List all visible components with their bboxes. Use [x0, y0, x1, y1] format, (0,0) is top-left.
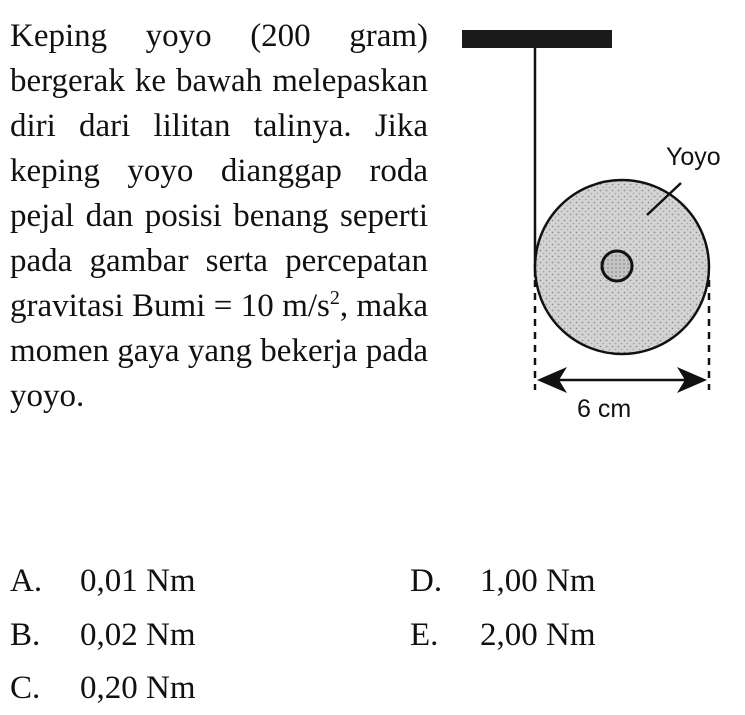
question-ending: , maka momen gaya yang bekerja pada yoyo.	[10, 288, 428, 414]
option-e[interactable]	[410, 615, 596, 655]
option-b-letter: B.	[10, 617, 41, 653]
option-c-letter: C.	[10, 670, 41, 706]
yoyo-figure	[455, 15, 740, 435]
ceiling-bar	[462, 30, 612, 48]
option-b-value: 0,02 Nm	[80, 617, 196, 653]
option-d-letter: D.	[410, 563, 443, 599]
diameter-label: 6 cm	[577, 395, 632, 423]
exponent: 2	[329, 287, 340, 309]
option-a-letter: A.	[10, 563, 43, 599]
option-a-value: 0,01 Nm	[80, 563, 196, 599]
option-d-value: 1,00 Nm	[480, 563, 596, 599]
question-body: Keping yoyo (200 gram) bergerak ke bawah melepaskan diri dari lilitan talinya. Jika keping yoyo dianggap roda pejal dan posisi benang seperti pada gambar serta percepatan gravitasi Bumi = 10 m/s	[10, 18, 428, 324]
option-b[interactable]	[10, 615, 196, 655]
option-c-value: 0,20 Nm	[80, 670, 196, 706]
question-text	[10, 14, 428, 419]
option-e-letter: E.	[410, 617, 439, 653]
option-d[interactable]	[410, 561, 596, 601]
yoyo-label: Yoyo	[666, 143, 721, 171]
option-e-value: 2,00 Nm	[480, 617, 596, 653]
yoyo-axle	[602, 251, 632, 281]
option-c[interactable]	[10, 668, 196, 708]
option-a[interactable]	[10, 561, 196, 601]
